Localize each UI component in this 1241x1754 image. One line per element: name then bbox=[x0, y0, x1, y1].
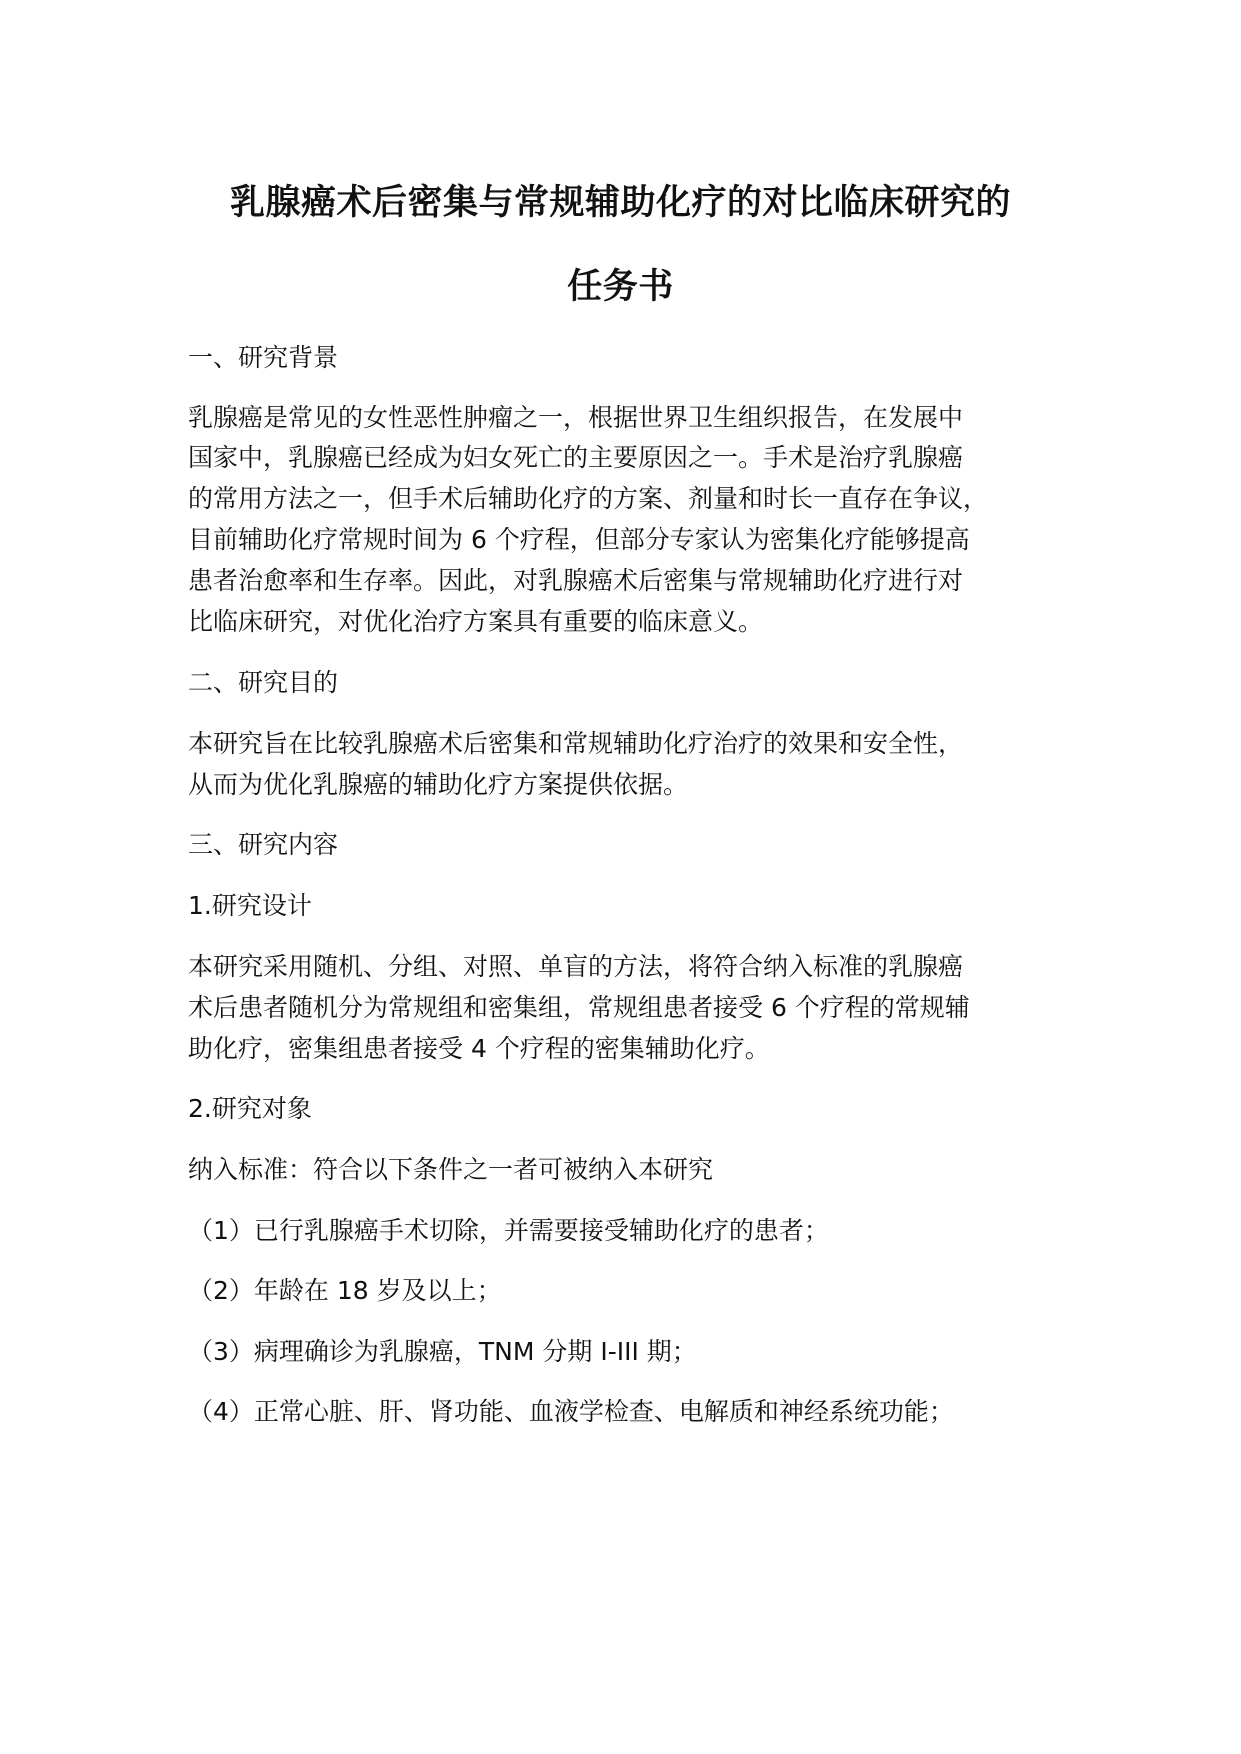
subheading-design: 1.研究设计 bbox=[188, 891, 312, 920]
design-paragraph-line: 助化疗，密集组患者接受 4 个疗程的密集辅助化疗。 bbox=[188, 1034, 770, 1063]
background-paragraph-line: 患者治愈率和生存率。因此，对乳腺癌术后密集与常规辅助化疗进行对 bbox=[188, 566, 964, 595]
inclusion-criterion-item: （4）正常心脏、肝、肾功能、血液学检查、电解质和神经系统功能； bbox=[188, 1397, 954, 1426]
section-heading-objective: 二、研究目的 bbox=[188, 668, 339, 697]
background-paragraph-line: 国家中，乳腺癌已经成为妇女死亡的主要原因之一。手术是治疗乳腺癌 bbox=[188, 443, 964, 472]
background-paragraph-line: 比临床研究，对优化治疗方案具有重要的临床意义。 bbox=[188, 607, 764, 636]
inclusion-criterion-item: （1）已行乳腺癌手术切除，并需要接受辅助化疗的患者； bbox=[188, 1216, 829, 1245]
inclusion-criterion-item: （2）年龄在 18 岁及以上； bbox=[188, 1276, 502, 1305]
subheading-subjects: 2.研究对象 bbox=[188, 1094, 312, 1123]
objective-paragraph-line: 从而为优化乳腺癌的辅助化疗方案提供依据。 bbox=[188, 770, 689, 799]
inclusion-criterion-item: （3）病理确诊为乳腺癌，TNM 分期 I-III 期； bbox=[188, 1337, 697, 1366]
objective-paragraph-line: 本研究旨在比较乳腺癌术后密集和常规辅助化疗治疗的效果和安全性， bbox=[188, 729, 964, 758]
section-heading-background: 一、研究背景 bbox=[188, 343, 339, 372]
background-paragraph-line: 的常用方法之一，但手术后辅助化疗的方案、剂量和时长一直存在争议， bbox=[188, 484, 989, 513]
section-heading-content: 三、研究内容 bbox=[188, 830, 339, 859]
document-title-line-1: 乳腺癌术后密集与常规辅助化疗的对比临床研究的 bbox=[229, 183, 1011, 223]
document-title-line-2: 任务书 bbox=[567, 267, 674, 307]
background-paragraph-line: 乳腺癌是常见的女性恶性肿瘤之一，根据世界卫生组织报告，在发展中 bbox=[188, 403, 964, 432]
design-paragraph-line: 术后患者随机分为常规组和密集组，常规组患者接受 6 个疗程的常规辅 bbox=[188, 993, 970, 1022]
background-paragraph-line: 目前辅助化疗常规时间为 6 个疗程，但部分专家认为密集化疗能够提高 bbox=[188, 525, 970, 554]
inclusion-criteria-intro: 纳入标准：符合以下条件之一者可被纳入本研究 bbox=[188, 1155, 714, 1184]
design-paragraph-line: 本研究采用随机、分组、对照、单盲的方法，将符合纳入标准的乳腺癌 bbox=[188, 952, 964, 981]
